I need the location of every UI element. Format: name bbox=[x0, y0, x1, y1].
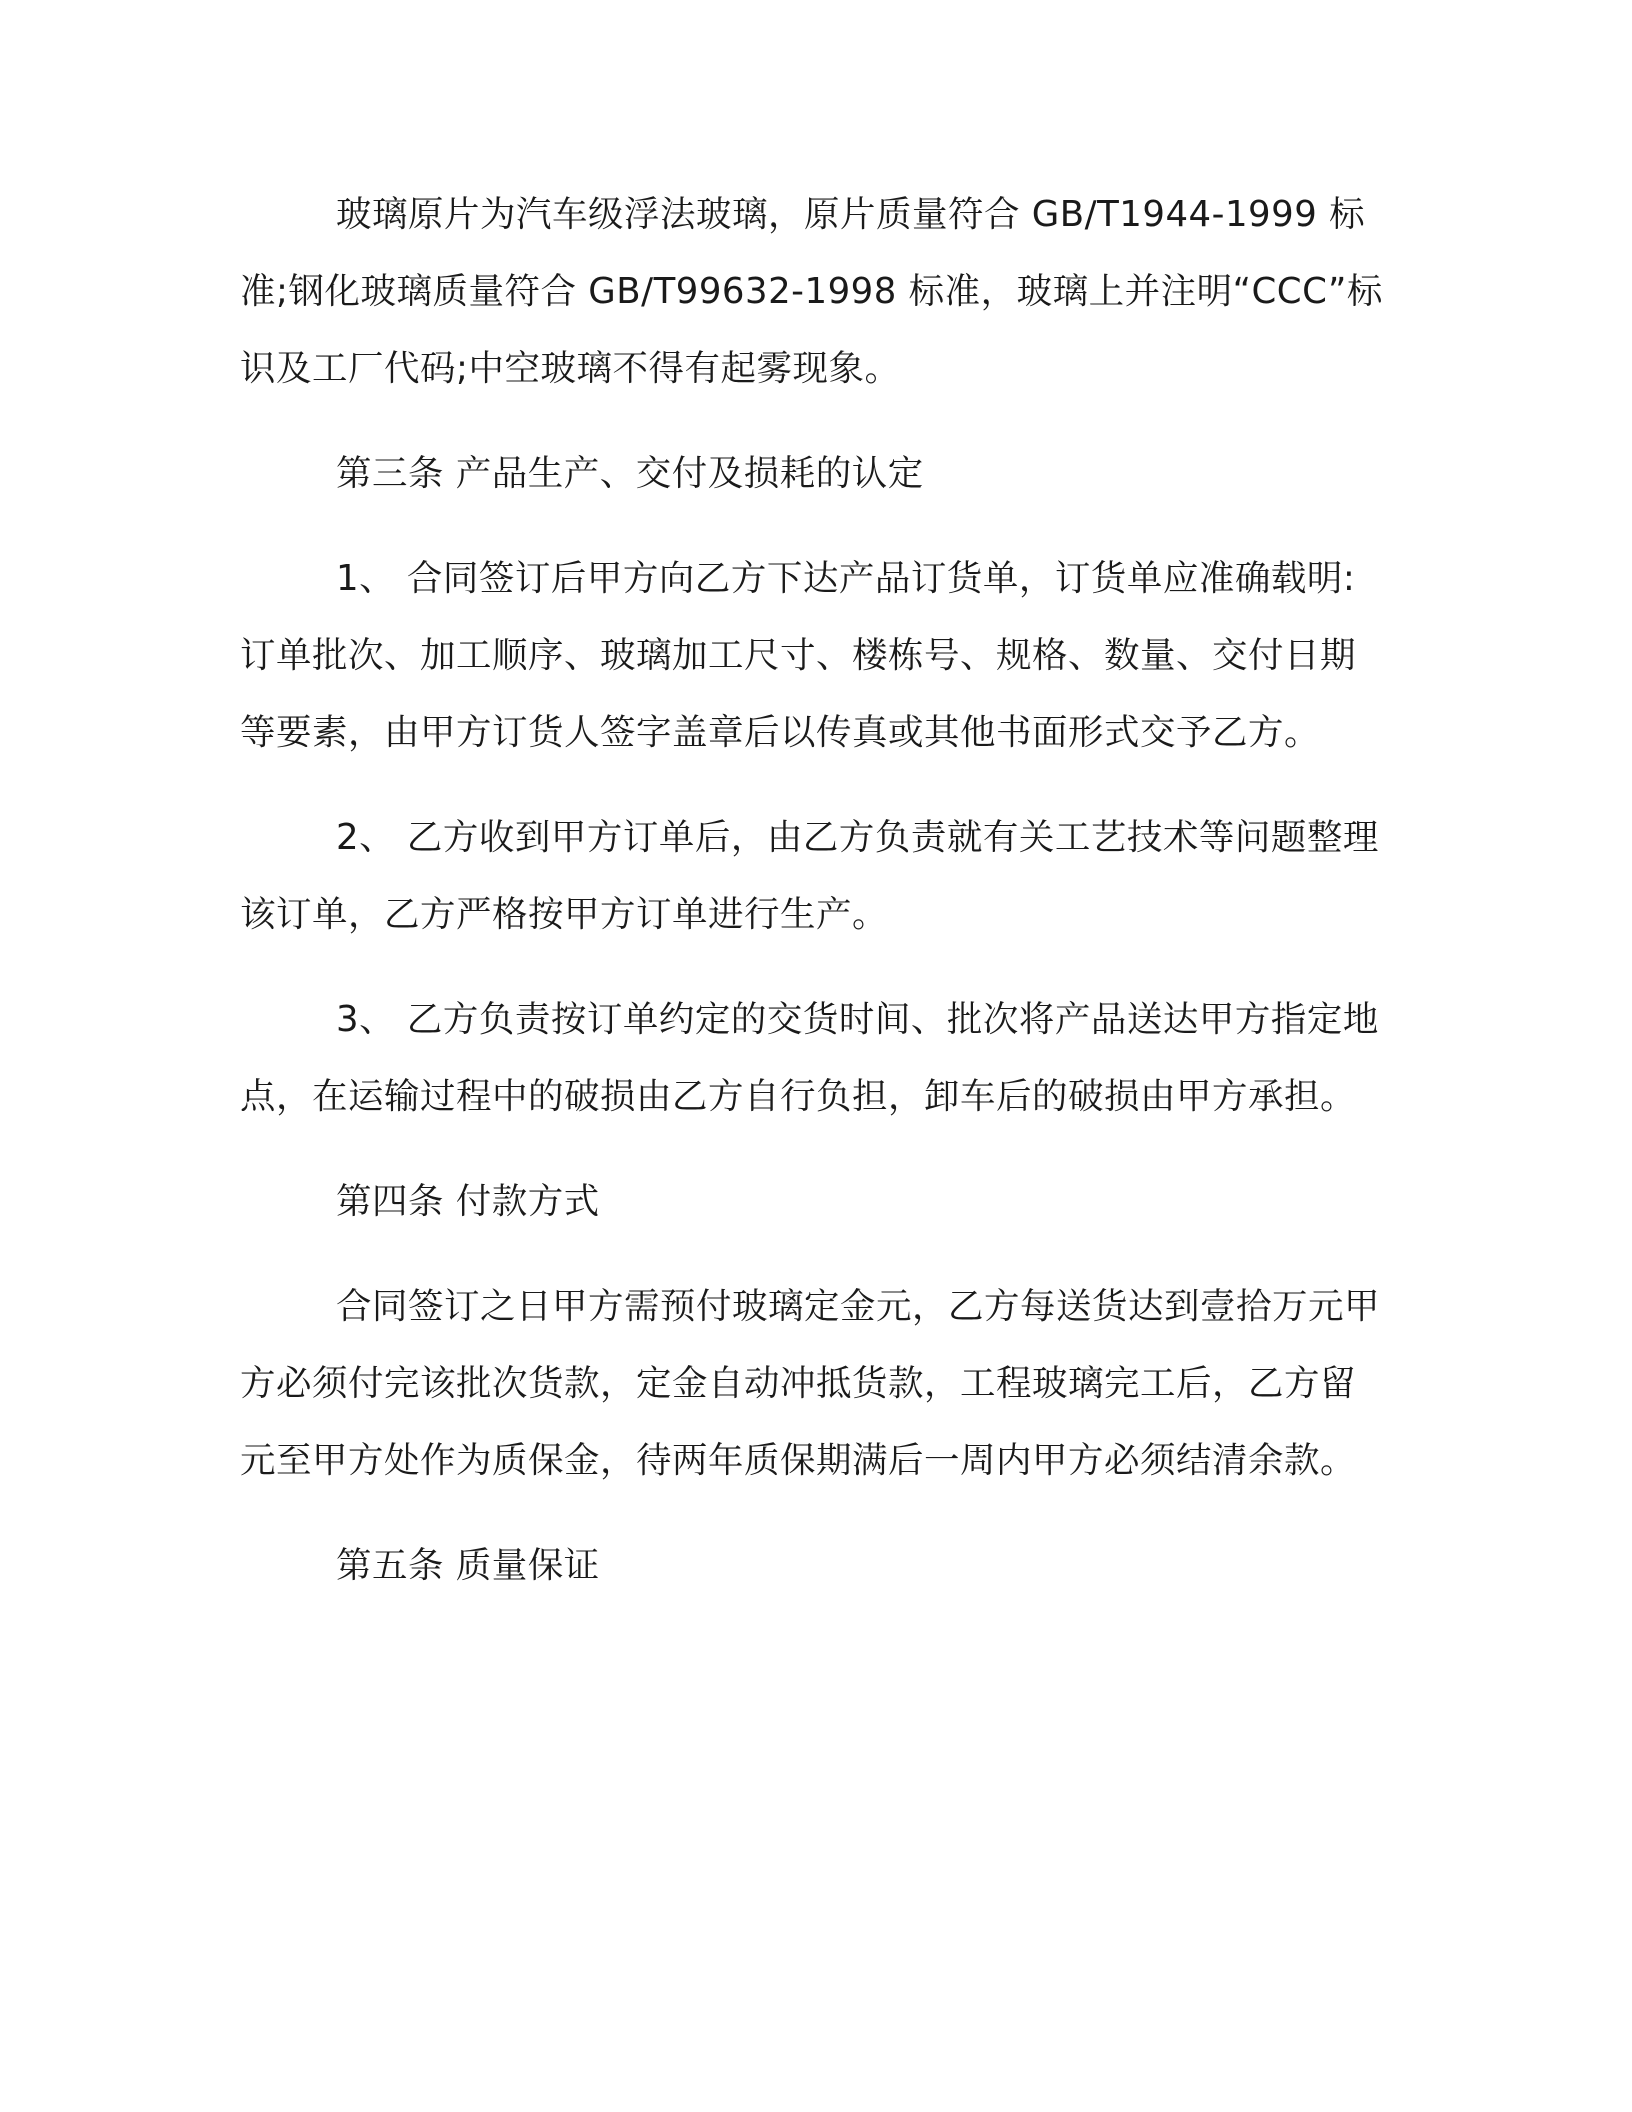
paragraph-glass-quality: 玻璃原片为汽车级浮法玻璃，原片质量符合 GB/T1944-1999 标准;钢化玻璃质量符合 GB/T99632-1998 标准，玻璃上并注明“CCC”标识及工厂代码;中空玻璃不得有起雾现象。 bbox=[240, 194, 1383, 389]
spacer bbox=[240, 1240, 1390, 1268]
heading-article-4: 第四条 付款方式 bbox=[336, 1181, 600, 1222]
spacer bbox=[240, 1135, 1390, 1163]
paragraph-payment: 合同签订之日甲方需预付玻璃定金元，乙方每送货达到壹拾万元甲方必须付完该批次货款，定金自动冲抵货款，工程玻璃完工后，乙方留元至甲方处作为质保金，待两年质保期满后一周内甲方必须结清余款。 bbox=[240, 1286, 1381, 1481]
spacer bbox=[240, 953, 1390, 981]
heading-article-3: 第三条 产品生产、交付及损耗的认定 bbox=[336, 453, 924, 494]
heading-article-5: 第五条 质量保证 bbox=[336, 1545, 600, 1586]
document-page bbox=[240, 176, 1390, 1604]
spacer bbox=[240, 512, 1390, 540]
spacer bbox=[240, 407, 1390, 435]
paragraph-clause-1: 1、 合同签订后甲方向乙方下达产品订货单，订货单应准确载明:订单批次、加工顺序、玻璃加工尺寸、楼栋号、规格、数量、交付日期等要素，由甲方订货人签字盖章后以传真或其他书面形式交予乙方。 bbox=[240, 558, 1357, 753]
spacer bbox=[240, 771, 1390, 799]
paragraph-clause-3: 3、 乙方负责按订单约定的交货时间、批次将产品送达甲方指定地点，在运输过程中的破损由乙方自行负担，卸车后的破损由甲方承担。 bbox=[240, 999, 1379, 1117]
paragraph-clause-2: 2、 乙方收到甲方订单后，由乙方负责就有关工艺技术等问题整理该订单，乙方严格按甲方订单进行生产。 bbox=[240, 817, 1379, 935]
spacer bbox=[240, 1499, 1390, 1527]
